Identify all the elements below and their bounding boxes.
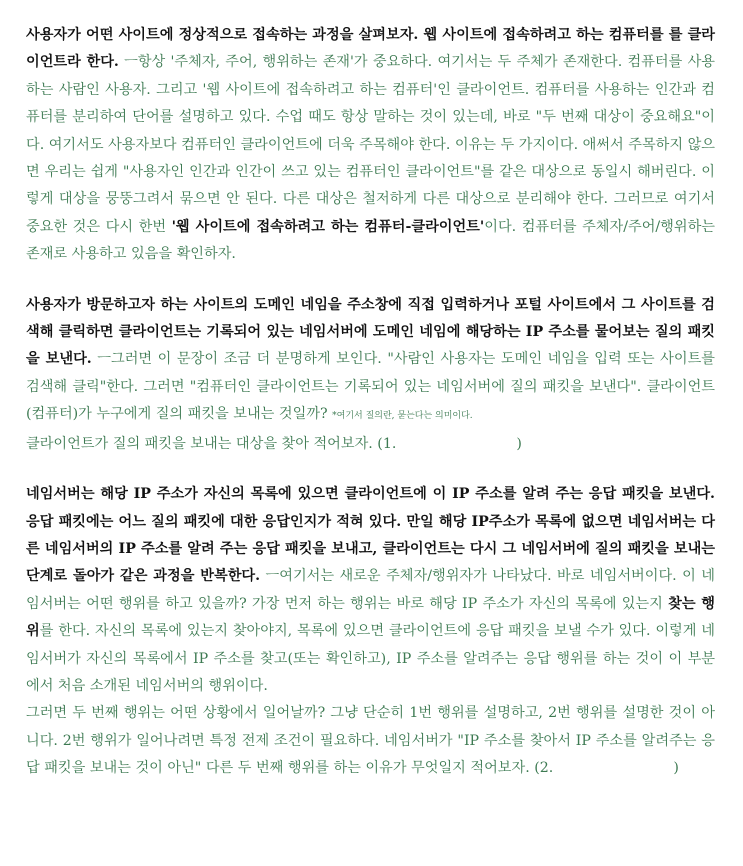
source-text-query: 사용자가 방문하고자 하는 사이트의 도메인 네임을 주소창에 직접 입력하거나 포털 사이트에서 그 사이트를 검색해 클릭하면 클라이언트는 기록되어 있는 네임서버에 도메인 네임에 해당하는 IP 주소를 물어보는 질의 패킷을 보낸다. [26, 296, 715, 368]
paragraph-client-intro [26, 22, 715, 269]
paragraph-name-server [26, 481, 715, 782]
question-2-close: ) [673, 760, 679, 777]
commentary-subject-end: 이다. 컴퓨터를 주체자/주어/행위하는 존재로 사용하고 있음을 확인하자. [26, 218, 716, 263]
emphasis-client-definition: '웹 사이트에 접속하려고 하는 컴퓨터-클라이언트' [171, 218, 485, 235]
question-2-text: 그러면 두 번째 행위는 어떤 상황에서 일어날까? 그냥 단순히 1번 행위를 설명하고, 2번 행위를 설명한 것이 아니다. 2번 행위가 일어나려면 특정 전제 조건이 필요하다. 네임서버가 "IP 주소를 찾아서 IP 주소를 알려주는 응답 패킷을 보내는 것이 아닌" 다른 두 번째 행위를 하는 이유가 무엇일지 적어보자. (2. [26, 705, 715, 777]
commentary-query: ㅡ그러면 이 문장이 조금 더 분명하게 보인다. "사람인 사용자는 도메인 네임을 입력 또는 사이트를 검색해 클릭"한다. 그러면 "컴퓨터인 클라이언트는 기록되어 있는 네임서버에 질의 패킷을 보낸다". 클라이언트(컴퓨터)가 누구에게 질의 패킷을 보내는 것일까? [26, 351, 715, 423]
commentary-name-server: ㅡ여기서는 새로운 주체자/행위자가 나타났다. 바로 네임서버이다. 이 네임서버는 어떤 행위를 하고 있을까? 가장 먼저 하는 행위는 바로 해당 IP 주소가 자신의 목록에 있는지 [26, 568, 715, 612]
question-1-text: 클라이언트가 질의 패킷을 보내는 대상을 찾아 적어보자. (1. [26, 435, 397, 452]
commentary-subject: ㅡ항상 '주체자, 주어, 행위하는 존재'가 중요하다. 여기서는 두 주체가 존재한다. 컴퓨터를 사용하는 사람인 사용자. 그리고 '웹 사이트에 접속하려고 하는 컴퓨터'인 클라이언트. 컴퓨터를 사용하는 인간과 컴퓨터를 분리하여 단어를 설명하고 있다. 수업 때도 항상 말하는 것이 있는데, 바로 "두 번째 대상이 중요해요"이다. 여기서도 사용자보다 컴퓨터인 클라이언트에 더욱 주목해야 한다. 이유는 두 가지이다. 애써서 주목하지 않으면 우리는 쉽게 "사용자인 인간과 인간이 쓰고 있는 컴퓨터인 클라이언트"를 같은 대상으로 동일시 해버린다. 이렇게 대상을 뭉뚱그려서 묶으면 안 된다. 다른 대상은 철저하게 다른 대상으로 분리해야 한다. 그러므로 여기서 중요한 것은 다시 한번 [26, 54, 715, 235]
question-2 [26, 700, 715, 782]
source-text-name-server: 네임서버는 해당 IP 주소가 자신의 목록에 있으면 클라이언트에 이 IP 주소를 알려 주는 응답 패킷을 보낸다. 응답 패킷에는 어느 질의 패킷에 대한 응답인지가 적혀 있다. 만일 해당 IP주소가 목록에 없으면 네임서버는 다른 네임서버의 IP 주소를 알려 주는 응답 패킷을 보내고, 클라이언트는 다시 그 네임서버에 질의 패킷을 보내는 단계로 돌아가 같은 과정을 반복한다. [26, 486, 715, 585]
paragraph-query-packet [26, 292, 715, 458]
commentary-name-server-cont: 를 한다. 자신의 목록에 있는지 찾아야지, 목록에 있으면 클라이언트에 응답 패킷을 보낼 수가 있다. 이렇게 네임서버가 자신의 목록에서 IP 주소를 찾고(또는 확인하고), IP 주소를 알려주는 응답 행위를 하는 것이 이 부분에서 처음 소개된 네임서버의 행위이다. [26, 623, 715, 694]
footnote-query-meaning: *여기서 질의란, 묻는다는 의미이다. [332, 411, 473, 422]
question-1-close: ) [516, 435, 522, 452]
question-1 [26, 431, 715, 458]
emphasis-find-action: 찾는 행위 [26, 595, 715, 640]
source-text-client: 사용자가 어떤 사이트에 정상적으로 접속하는 과정을 살펴보자. 웹 사이트에 접속하려고 하는 컴퓨터를 를 클라이언트라 한다. [26, 27, 715, 71]
